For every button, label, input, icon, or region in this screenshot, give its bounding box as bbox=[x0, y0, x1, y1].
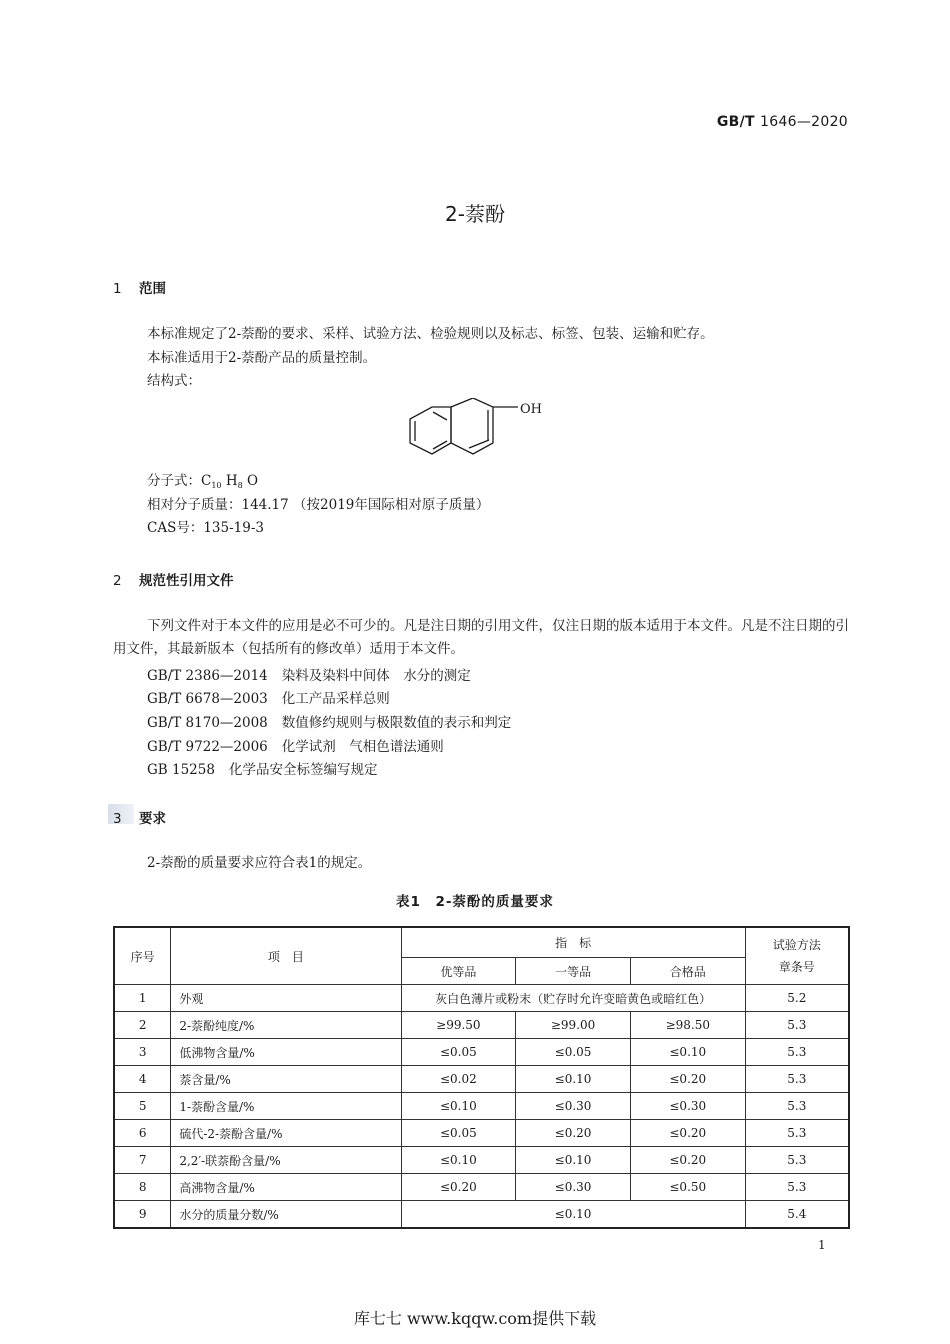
section-2-title: 规范性引用文件 bbox=[139, 573, 234, 589]
reference-item bbox=[147, 758, 377, 778]
row-seq: 6 bbox=[114, 1120, 171, 1147]
reference-code: GB/T 2386—2014 bbox=[147, 668, 268, 684]
row-item: 外观 bbox=[171, 985, 401, 1012]
table-row bbox=[114, 1012, 849, 1039]
row-value-first: ≤0.05 bbox=[516, 1039, 631, 1066]
table-row bbox=[114, 1039, 849, 1066]
row-value-qualified: ≥98.50 bbox=[630, 1012, 745, 1039]
row-method: 5.3 bbox=[745, 1093, 849, 1120]
row-method: 5.3 bbox=[745, 1066, 849, 1093]
row-item: 2-萘酚纯度/% bbox=[171, 1012, 401, 1039]
naphthol-structure bbox=[405, 398, 565, 470]
row-value-first: ≤0.30 bbox=[516, 1093, 631, 1120]
document-title: 2-萘酚 bbox=[445, 202, 505, 226]
row-value-qualified: ≤0.50 bbox=[630, 1174, 745, 1201]
reference-item bbox=[147, 664, 471, 684]
reference-code: GB 15258 bbox=[147, 762, 215, 778]
row-seq: 2 bbox=[114, 1012, 171, 1039]
row-method: 5.3 bbox=[745, 1120, 849, 1147]
table-row bbox=[114, 985, 849, 1012]
row-item: 低沸物含量/% bbox=[171, 1039, 401, 1066]
formula-label: 分子式： bbox=[147, 473, 201, 489]
row-merged-value: ≤0.10 bbox=[401, 1201, 745, 1229]
row-merged-value: 灰白色薄片或粉末（贮存时允许变暗黄色或暗红色） bbox=[401, 985, 745, 1012]
reference-item bbox=[147, 735, 444, 755]
row-method: 5.2 bbox=[745, 985, 849, 1012]
header-seq: 序号 bbox=[114, 927, 171, 985]
reference-title: 数值修约规则与极限数值的表示和判定 bbox=[281, 715, 512, 731]
reference-title: 化学试剂 气相色谱法通则 bbox=[281, 739, 444, 755]
reference-title: 化学品安全标签编写规定 bbox=[228, 762, 378, 778]
row-seq: 7 bbox=[114, 1147, 171, 1174]
row-method: 5.3 bbox=[745, 1012, 849, 1039]
row-seq: 8 bbox=[114, 1174, 171, 1201]
section-1-title: 范围 bbox=[139, 281, 166, 297]
formula-h: H bbox=[225, 473, 238, 489]
molecular-mass: 相对分子质量：144.17 （按2019年国际相对原子质量） bbox=[147, 497, 490, 513]
row-value-premium: ≤0.05 bbox=[401, 1120, 516, 1147]
section-1-number: 1 bbox=[113, 281, 122, 297]
scope-paragraph-2: 本标准适用于2-萘酚产品的质量控制。 bbox=[147, 350, 377, 366]
row-method: 5.4 bbox=[745, 1201, 849, 1229]
row-value-qualified: ≤0.20 bbox=[630, 1066, 745, 1093]
row-value-premium: ≥99.50 bbox=[401, 1012, 516, 1039]
row-item: 2,2′-联萘酚含量/% bbox=[171, 1147, 401, 1174]
row-item: 水分的质量分数/% bbox=[171, 1201, 401, 1229]
row-value-qualified: ≤0.20 bbox=[630, 1147, 745, 1174]
header-method: 试验方法章条号 bbox=[745, 927, 849, 985]
table-row bbox=[114, 1201, 849, 1229]
row-value-qualified: ≤0.30 bbox=[630, 1093, 745, 1120]
standard-number: 1646—2020 bbox=[760, 114, 848, 130]
row-value-premium: ≤0.20 bbox=[401, 1174, 516, 1201]
row-value-first: ≥99.00 bbox=[516, 1012, 631, 1039]
row-item: 1-萘酚含量/% bbox=[171, 1093, 401, 1120]
row-seq: 9 bbox=[114, 1201, 171, 1229]
row-value-first: ≤0.10 bbox=[516, 1066, 631, 1093]
header-index: 指 标 bbox=[401, 927, 745, 958]
row-seq: 1 bbox=[114, 985, 171, 1012]
formula-c: C bbox=[201, 473, 212, 489]
row-value-premium: ≤0.05 bbox=[401, 1039, 516, 1066]
left-ring bbox=[410, 407, 451, 454]
reference-code: GB/T 8170—2008 bbox=[147, 715, 268, 731]
header-grade-premium: 优等品 bbox=[401, 958, 516, 985]
page-number: 1 bbox=[818, 1238, 826, 1252]
row-value-first: ≤0.10 bbox=[516, 1147, 631, 1174]
reference-title: 染料及染料中间体 水分的测定 bbox=[281, 668, 471, 684]
row-value-premium: ≤0.10 bbox=[401, 1093, 516, 1120]
row-seq: 5 bbox=[114, 1093, 171, 1120]
row-item: 高沸物含量/% bbox=[171, 1174, 401, 1201]
table-row bbox=[114, 1066, 849, 1093]
table-caption: 表1 2-萘酚的质量要求 bbox=[396, 894, 554, 910]
footer-download-note: 库七七 www.kqqw.com提供下载 bbox=[353, 1309, 597, 1328]
row-method: 5.3 bbox=[745, 1147, 849, 1174]
table-row bbox=[114, 1093, 849, 1120]
cas-number: CAS号：135-19-3 bbox=[147, 520, 264, 536]
standard-prefix: GB/T bbox=[716, 114, 755, 130]
row-seq: 4 bbox=[114, 1066, 171, 1093]
table-row bbox=[114, 1147, 849, 1174]
requirements-paragraph: 2-萘酚的质量要求应符合表1的规定。 bbox=[147, 855, 372, 871]
section-3-number: 3 bbox=[113, 811, 122, 827]
section-2-number: 2 bbox=[113, 573, 122, 589]
row-seq: 3 bbox=[114, 1039, 171, 1066]
row-item: 硫代-2-萘酚含量/% bbox=[171, 1120, 401, 1147]
table-row bbox=[114, 1120, 849, 1147]
reference-code: GB/T 9722—2006 bbox=[147, 739, 268, 755]
scope-paragraph-1: 本标准规定了2-萘酚的要求、采样、试验方法、检验规则以及标志、标签、包装、运输和贮存。 bbox=[147, 326, 714, 342]
quality-requirements-table bbox=[113, 926, 850, 1229]
header-grade-first: 一等品 bbox=[516, 958, 631, 985]
row-value-qualified: ≤0.10 bbox=[630, 1039, 745, 1066]
right-ring bbox=[451, 398, 493, 454]
row-value-qualified: ≤0.20 bbox=[630, 1120, 745, 1147]
section-1-heading bbox=[113, 277, 166, 297]
row-value-premium: ≤0.02 bbox=[401, 1066, 516, 1093]
reference-item bbox=[147, 687, 390, 707]
section-3-heading bbox=[113, 807, 166, 827]
row-method: 5.3 bbox=[745, 1174, 849, 1201]
formula-o: O bbox=[247, 473, 259, 489]
formula-h-sub: 8 bbox=[237, 481, 243, 490]
reference-item bbox=[147, 711, 511, 731]
references-intro: 下列文件对于本文件的应用是必不可少的。凡是注日期的引用文件，仅注日期的版本适用于本文件。凡是不注日期的引用文件，其最新版本（包括所有的修改单）适用于本文件。 bbox=[113, 618, 849, 657]
standard-code bbox=[717, 114, 848, 130]
row-value-first: ≤0.30 bbox=[516, 1174, 631, 1201]
header-grade-qualified: 合格品 bbox=[630, 958, 745, 985]
row-item: 萘含量/% bbox=[171, 1066, 401, 1093]
reference-code: GB/T 6678—2003 bbox=[147, 691, 268, 707]
oh-label: OH bbox=[520, 402, 542, 417]
header-item: 项 目 bbox=[171, 927, 401, 985]
row-value-premium: ≤0.10 bbox=[401, 1147, 516, 1174]
reference-title: 化工产品采样总则 bbox=[281, 691, 390, 707]
section-2-heading bbox=[113, 569, 234, 589]
row-method: 5.3 bbox=[745, 1039, 849, 1066]
section-3-title: 要求 bbox=[139, 811, 166, 827]
formula-c-sub: 10 bbox=[211, 481, 222, 490]
table-row bbox=[114, 1174, 849, 1201]
structure-label: 结构式： bbox=[147, 373, 201, 389]
molecular-formula bbox=[147, 470, 258, 497]
row-value-first: ≤0.20 bbox=[516, 1120, 631, 1147]
